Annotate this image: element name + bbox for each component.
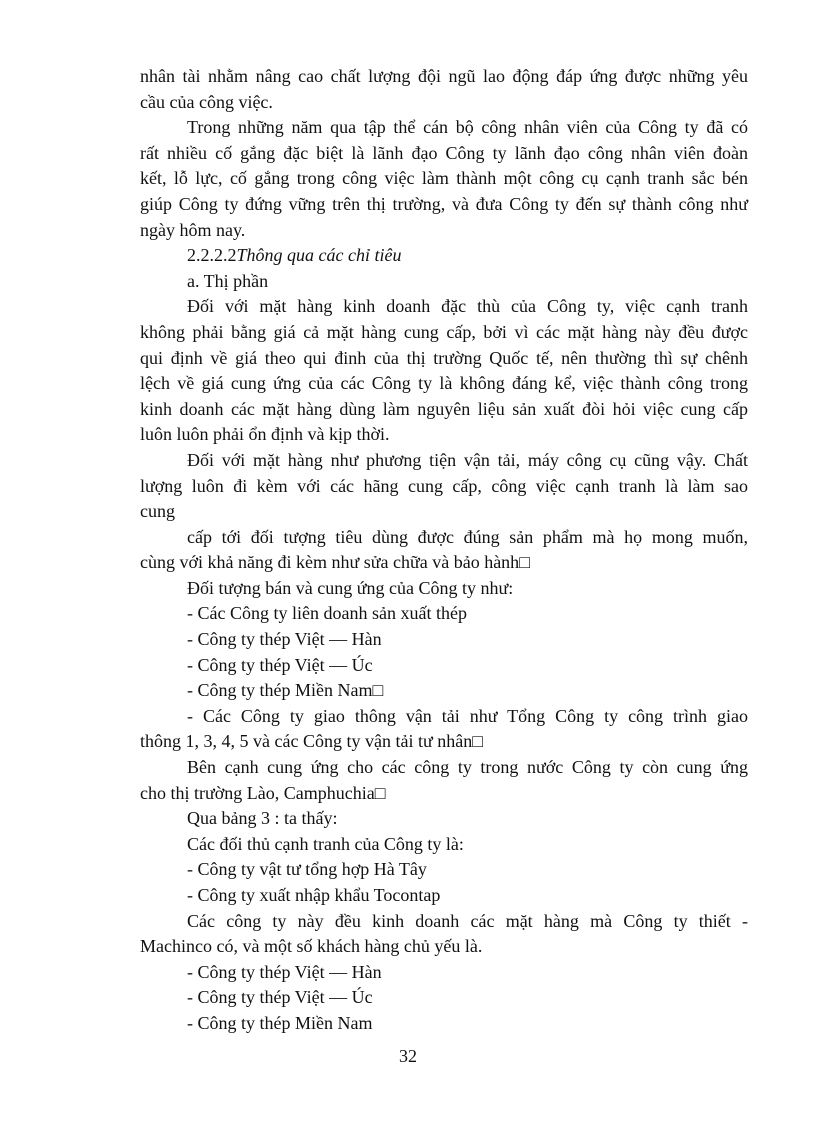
list-item: - Công ty thép Việt — Úc xyxy=(187,654,373,675)
list-item: - Công ty thép Việt — Úc xyxy=(187,987,373,1008)
text-line: luôn luôn phải ổn định và kịp thời. xyxy=(140,424,390,445)
text-segment: - Công ty thép Miền Nam xyxy=(187,680,373,701)
text-line: ngày hôm nay. xyxy=(140,219,246,240)
text-line: nhân tài nhằm nâng cao chất lượng đội ngũ lao động đáp ứng được những yêu xyxy=(140,66,748,86)
missing-glyph-box: □ xyxy=(374,782,386,803)
subsection-heading: a. Thị phần xyxy=(187,270,269,291)
text-line: lượng luôn đi kèm với các hãng cung cấp, công việc cạnh tranh là làm sao xyxy=(140,475,748,496)
text-line: cấp tới đối tượng tiêu dùng được đúng sản phẩm mà họ mong muốn, xyxy=(187,526,748,547)
list-item: - Công ty vật tư tổng hợp Hà Tây xyxy=(187,859,427,880)
list-item: - Các Công ty giao thông vận tải như Tổng Công ty công trình giao xyxy=(187,705,748,726)
section-heading xyxy=(140,243,748,269)
text-line: Qua bảng 3 : ta thấy: xyxy=(187,808,338,829)
text-line: Đối với mặt hàng kinh doanh đặc thù của Công ty, việc cạnh tranh xyxy=(187,296,748,317)
text-line: rất nhiều cố gắng đặc biệt là lãnh đạo Công ty lãnh đạo công nhân viên đoàn xyxy=(140,142,748,163)
list-item: - Công ty xuất nhập khẩu Tocontap xyxy=(187,885,441,905)
text-line: không phải bằng giá cả mặt hàng cung cấp, bởi vì các mặt hàng này đều được xyxy=(140,321,748,342)
text-line: kinh doanh các mặt hàng dùng làm nguyên liệu sản xuất đòi hỏi việc cung cấp xyxy=(140,398,748,419)
list-item: - Các Công ty liên doanh sản xuất thép xyxy=(187,603,467,624)
section-title: Thông qua các chỉ tiêu xyxy=(236,245,402,266)
text-line: Trong những năm qua tập thể cán bộ công nhân viên của Công ty đã có xyxy=(187,117,748,138)
text-line: Đối với mặt hàng như phương tiện vận tải, máy công cụ cũng vậy. Chất xyxy=(187,449,748,470)
text-segment: cho thị trường Lào, Camphuchia xyxy=(140,782,375,803)
text-line: Các công ty này đều kinh doanh các mặt hàng mà Công ty thiết - xyxy=(187,910,748,931)
list-item xyxy=(140,678,748,704)
missing-glyph-box: □ xyxy=(472,731,484,752)
page-number: 32 xyxy=(399,1046,417,1066)
text-line: Machinco có, và một số khách hàng chủ yếu là. xyxy=(140,936,483,957)
section-number: 2.2.2.2 xyxy=(187,245,237,266)
text-line: lệch về giá cung ứng của các Công ty là không đáng kể, việc thành công trong xyxy=(140,373,748,394)
list-item: - Công ty thép Việt — Hàn xyxy=(187,961,382,982)
text-line xyxy=(140,781,748,807)
text-line xyxy=(140,550,748,576)
text-line: cung xyxy=(140,501,175,522)
text-segment: thông 1, 3, 4, 5 và các Công ty vận tải tư nhân xyxy=(140,731,473,752)
text-line: cầu của công việc. xyxy=(140,91,273,112)
document-body xyxy=(140,64,748,1037)
list-item: - Công ty thép Miền Nam xyxy=(187,1012,373,1033)
text-line: Bên cạnh cung ứng cho các công ty trong nước Công ty còn cung ứng xyxy=(187,757,748,778)
text-line: Các đối thủ cạnh tranh của Công ty là: xyxy=(187,833,464,854)
missing-glyph-box: □ xyxy=(372,680,384,701)
text-segment: cùng với khả năng đi kèm như sửa chữa và bảo hành xyxy=(140,552,520,573)
list-item: - Công ty thép Việt — Hàn xyxy=(187,629,382,650)
text-line: Đối tượng bán và cung ứng của Công ty như: xyxy=(187,577,514,598)
text-line xyxy=(140,729,748,755)
text-line: giúp Công ty đứng vững trên thị trường, và đưa Công ty đến sự thành công như xyxy=(140,193,748,214)
text-line: qui định về giá theo qui đinh của thị trường Quốc tế, nên thường thì sự chênh xyxy=(140,347,748,368)
text-line: kết, lỗ lực, cố gắng trong công việc làm thành một công cụ cạnh tranh sắc bén xyxy=(140,168,748,189)
missing-glyph-box: □ xyxy=(519,552,531,573)
